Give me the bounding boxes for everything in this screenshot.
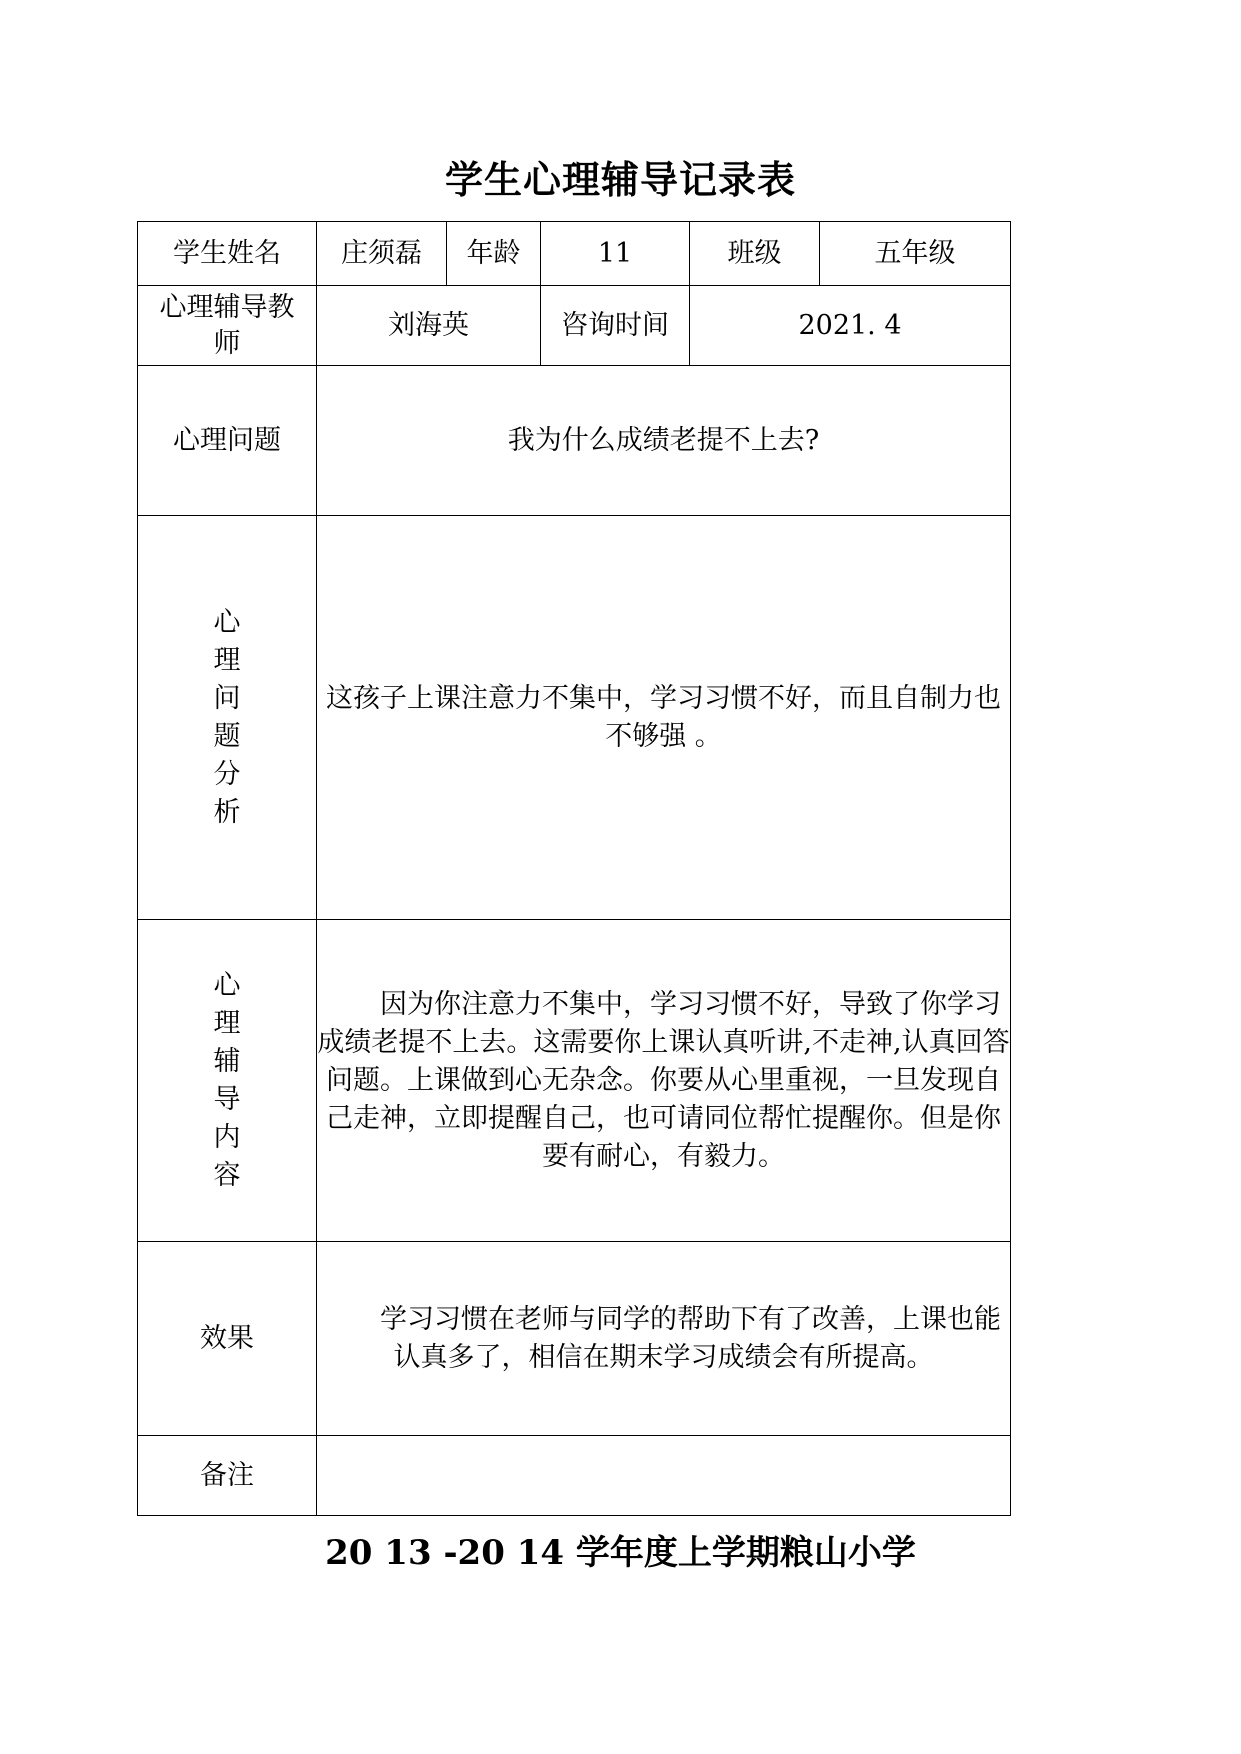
row-remarks — [138, 1436, 1011, 1516]
consult-time-value: 2021. 4 — [690, 286, 1011, 366]
analysis-label-char: 心 — [213, 606, 241, 638]
problem-text: 我为什么成绩老提不上去? — [317, 366, 1011, 516]
class-label: 班级 — [690, 222, 820, 286]
guidance-label-char: 导 — [213, 1083, 241, 1115]
record-table — [137, 221, 1011, 1516]
row-teacher-info — [138, 286, 1011, 366]
student-name-label: 学生姓名 — [138, 222, 317, 286]
effect-text-cell — [317, 1242, 1011, 1436]
analysis-text: 这孩子上课注意力不集中，学习习惯不好，而且自制力也不够强 。 — [326, 682, 1001, 752]
school-year-footer: 20 13 -20 14 学年度上学期粮山小学 — [325, 1533, 916, 1573]
guidance-label-char: 辅 — [213, 1045, 241, 1077]
guidance-label-char: 内 — [213, 1121, 241, 1153]
remarks-value — [317, 1436, 1011, 1516]
row-student-info — [138, 222, 1011, 286]
analysis-label-char: 分 — [213, 758, 241, 790]
page-title: 学生心理辅导记录表 — [444, 157, 796, 202]
row-effect — [138, 1242, 1011, 1436]
guidance-text: 因为你注意力不集中，学习习惯不好，导致了你学习成绩老提不上去。这需要你上课认真听讲,不走神,认真回答问题。上课做到心无杂念。你要从心里重视，一旦发现自己走神，立即提醒自己，也可请同位帮忙提醒你。但是你要有耐心，有毅力。 — [317, 988, 1010, 1172]
row-analysis — [138, 516, 1011, 920]
teacher-value: 刘海英 — [317, 286, 541, 366]
effect-text: 学习习惯在老师与同学的帮助下有了改善，上课也能认真多了，相信在期末学习成绩会有所提高。 — [380, 1303, 1001, 1373]
analysis-label-char: 问 — [213, 682, 241, 714]
guidance-label-char: 容 — [213, 1159, 241, 1191]
age-label: 年龄 — [447, 222, 541, 286]
guidance-label-char: 心 — [213, 969, 241, 1001]
guidance-label-char: 理 — [213, 1007, 241, 1039]
remarks-label: 备注 — [138, 1436, 317, 1516]
guidance-text-cell — [317, 920, 1011, 1242]
analysis-label-char: 析 — [213, 796, 241, 828]
analysis-label-char: 题 — [213, 720, 241, 752]
analysis-text-cell — [317, 516, 1011, 920]
row-problem — [138, 366, 1011, 516]
class-value: 五年级 — [820, 222, 1011, 286]
effect-label: 效果 — [138, 1242, 317, 1436]
guidance-label — [138, 920, 317, 1242]
teacher-label: 心理辅导教师 — [138, 286, 317, 366]
analysis-label-char: 理 — [213, 644, 241, 676]
student-name-value: 庄须磊 — [317, 222, 447, 286]
row-guidance — [138, 920, 1011, 1242]
analysis-label — [138, 516, 317, 920]
consult-time-label: 咨询时间 — [541, 286, 690, 366]
problem-label: 心理问题 — [138, 366, 317, 516]
age-value: 11 — [541, 222, 690, 286]
